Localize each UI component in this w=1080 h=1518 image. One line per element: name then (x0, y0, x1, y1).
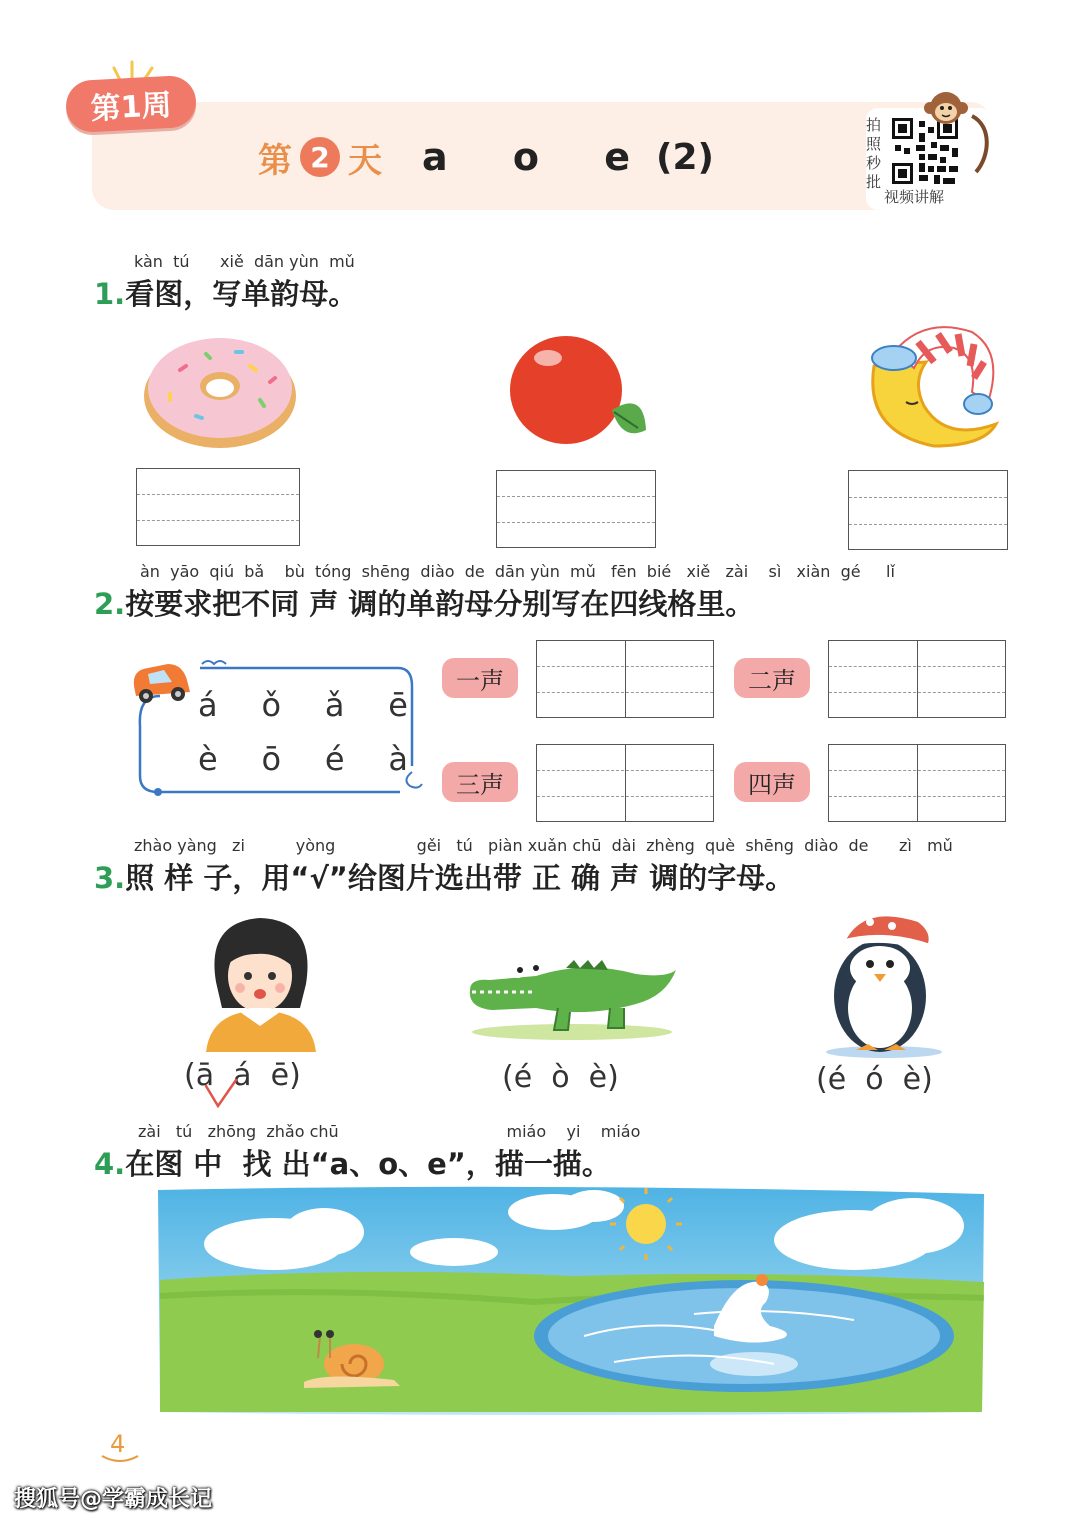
page-title (258, 132, 714, 182)
girl-illustration (196, 912, 326, 1052)
letters-row-2 (198, 740, 408, 778)
q3-pinyin: zhào yàng zi yòng gěi tú piàn xuǎn chū dài zhèng què shēng diào de zì mǔ (134, 836, 953, 855)
donut-illustration (140, 330, 300, 450)
apple-illustration (504, 330, 654, 448)
qr-side-text: 拍 照 秒 批 (866, 116, 882, 191)
q1-pinyin: kàn tú xiě dān yùn mǔ (134, 252, 355, 271)
tone1-writing-grid[interactable] (536, 640, 714, 718)
q4-pinyin: zài tú zhōng zhǎo chū miáo yi miáo (138, 1122, 641, 1141)
lesson-part: (2) (655, 136, 714, 178)
car-icon (128, 656, 194, 708)
letter: ō (261, 740, 282, 778)
letter: à (388, 740, 408, 778)
letter: á (198, 686, 218, 724)
q2-heading (94, 582, 754, 623)
day-prefix: 第 (258, 140, 292, 181)
q2-number: 2. (94, 587, 126, 621)
q2-pinyin: àn yāo qiú bǎ bù tóng shēng diào de dān yùn mǔ fēn bié xiě zài sì xiàn gé lǐ (140, 562, 895, 581)
tone3-writing-grid[interactable] (536, 744, 714, 822)
letter: ǒ (261, 686, 282, 724)
penguin-illustration (822, 904, 948, 1060)
q2-text: 按要求把不同 声 调的单韵母分别写在四线格里。 (125, 587, 755, 621)
choice-group-crocodile[interactable]: (é ò è) (502, 1060, 619, 1095)
tone-label-2: 二声 (734, 658, 810, 698)
moon-illustration (854, 322, 1004, 452)
letter: ǎ (324, 686, 345, 724)
example-checkmark-icon (204, 1078, 238, 1108)
letter: é (324, 740, 345, 778)
lesson-letters: a o e (422, 135, 656, 179)
tone-label-3: 三声 (442, 762, 518, 802)
q4-text: 在图 中 找 出“a、o、e”，描一描。 (125, 1147, 611, 1181)
q1-heading (94, 272, 357, 313)
q3-text: 照 样 子，用“√”给图片选出带 正 确 声 调的字母。 (125, 861, 795, 895)
choice-group-penguin[interactable]: (é ó è) (816, 1062, 933, 1097)
q3-heading (94, 856, 794, 897)
day-number: 2 (300, 137, 340, 177)
tone4-writing-grid[interactable] (828, 744, 1006, 822)
q1-writing-grid-2[interactable] (496, 470, 656, 548)
crocodile-illustration (466, 956, 678, 1042)
day-suffix: 天 (348, 140, 382, 181)
q3-number: 3. (94, 861, 126, 895)
q1-text: 看图，写单韵母。 (125, 277, 358, 311)
q1-writing-grid-1[interactable] (136, 468, 300, 546)
watermark: 搜狐号@学霸成长记 (14, 1487, 213, 1512)
q1-writing-grid-3[interactable] (848, 470, 1008, 550)
scene-illustration[interactable] (154, 1186, 988, 1416)
letter: è (198, 740, 218, 778)
q4-heading (94, 1142, 611, 1183)
choice-group-girl[interactable]: (ā á ē) (184, 1058, 301, 1093)
page-number-swoosh (100, 1454, 140, 1464)
page-number: 4 (110, 1430, 126, 1458)
tone-label-1: 一声 (442, 658, 518, 698)
monkey-icon (920, 86, 992, 176)
qr-caption: 视频讲解 (884, 188, 945, 206)
letter: ē (388, 686, 408, 724)
tone2-writing-grid[interactable] (828, 640, 1006, 718)
tone-label-4: 四声 (734, 762, 810, 802)
letters-row-1 (198, 686, 408, 724)
q1-number: 1. (94, 277, 126, 311)
week-badge: 第1周 (65, 75, 198, 134)
q4-number: 4. (94, 1147, 126, 1181)
